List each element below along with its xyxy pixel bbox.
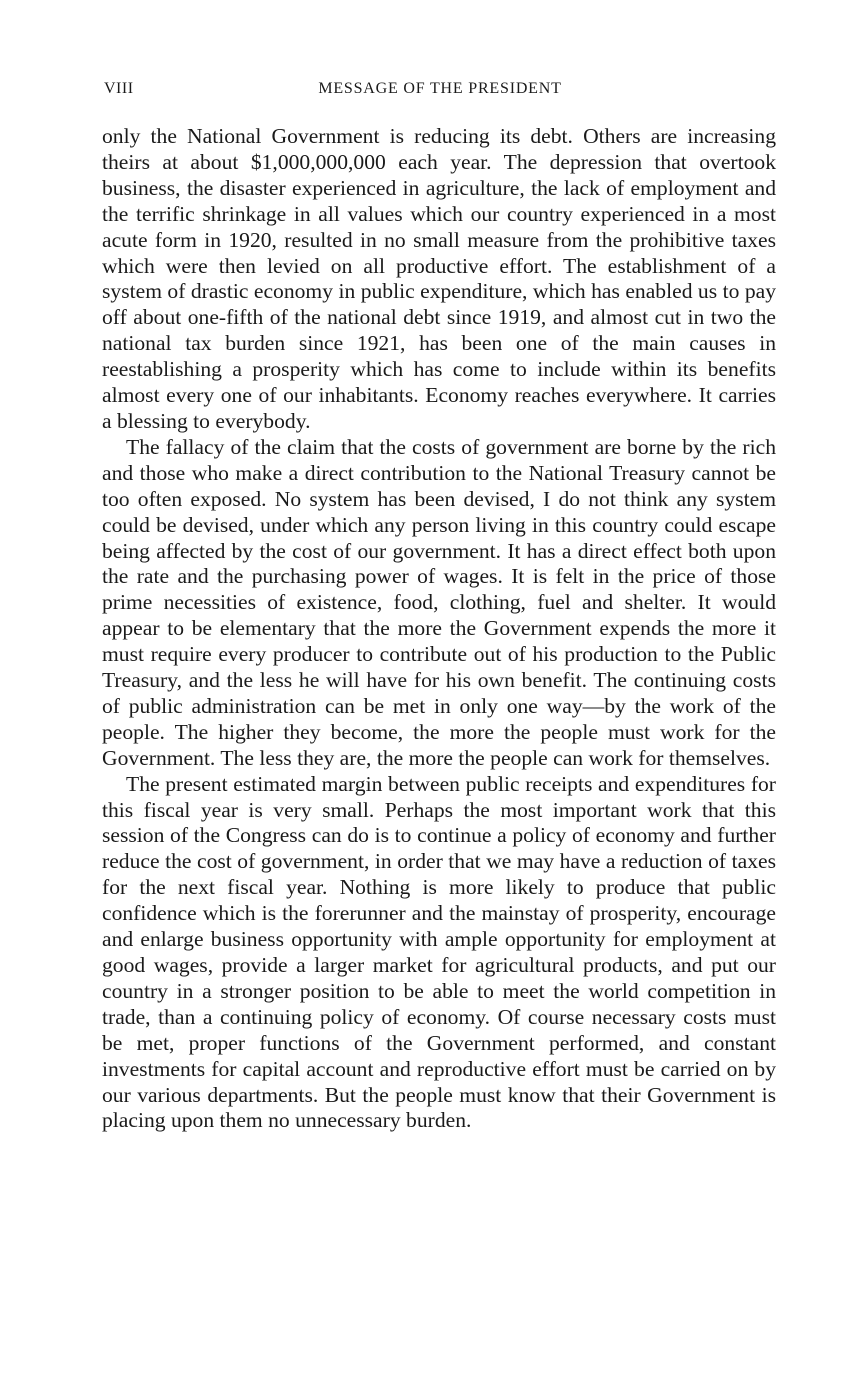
paragraph-3: The present estimated margin between public receipts and expenditures for this fiscal year is very small. Perhaps the most important work that this session of the Congress can do is to continue a policy of economy and further reduce the cost of government, in order that we may have a reduction of taxes for the next fiscal year. Nothing is more likely to produce that public confidence which is the forerunner and the mainstay of prosperity, encourage and enlarge business opportunity with ample opportunity for employment at good wages, provide a larger market for agricultural products, and put our country in a stronger position to be able to meet the world competition in trade, than a continuing policy of economy. Of course necessary costs must be met, proper functions of the Government performed, and constant investments for capital account and reproductive effort must be carried on by our various departments. But the people must know that their Government is placing upon them no unnecessary burden. <box>102 771 776 1133</box>
body-text <box>102 124 776 1134</box>
running-title: MESSAGE OF THE PRESIDENT <box>318 80 562 97</box>
running-head <box>104 80 776 102</box>
page-number: VIII <box>104 80 134 97</box>
paragraph-2: The fallacy of the claim that the costs of government are borne by the rich and those who make a direct contribution to the National Treasury cannot be too often exposed. No system has been devised, I do not think any system could be devised, under which any person living in this country could escape being affected by the cost of our government. It has a direct effect both upon the rate and the purchasing power of wages. It is felt in the price of those prime necessities of existence, food, clothing, fuel and shelter. It would appear to be elementary that the more the Government expends the more it must require every producer to contribute out of his production to the Public Treasury, and the less he will have for his own benefit. The continuing costs of public administration can be met in only one way—by the work of the people. The higher they become, the more the people must work for the Government. The less they are, the more the people can work for themselves. <box>102 434 776 770</box>
paragraph-1: only the National Government is reducing its debt. Others are increasing theirs at about $1,000,000,000 each year. The depression that overtook business, the disaster experienced in agriculture, the lack of employment and the terrific shrinkage in all values which our country experienced in a most acute form in 1920, resulted in no small measure from the prohibitive taxes which were then levied on all productive effort. The establishment of a system of drastic economy in public expenditure, which has enabled us to pay off about one-fifth of the national debt since 1919, and almost cut in two the national tax burden since 1921, has been one of the main causes in reestablishing a prosperity which has come to include within its benefits almost every one of our inhabitants. Economy reaches everywhere. It carries a blessing to everybody. <box>102 124 776 433</box>
